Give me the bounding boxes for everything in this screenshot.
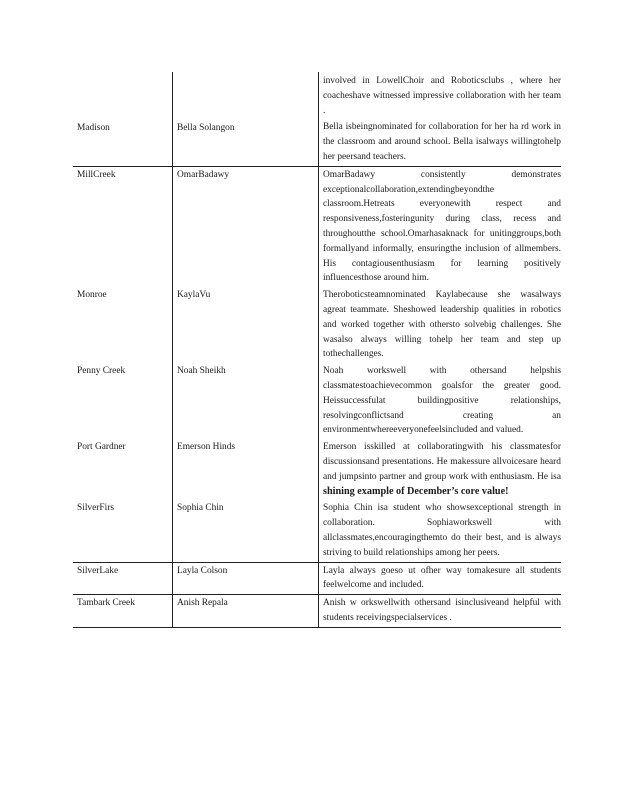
school-cell: MillCreek bbox=[73, 166, 173, 287]
description-cell: Bella isbeingnominated for collaboration for her ha rd work in the classroom and around school. Bella isalways willingtohelp her peersand teachers. bbox=[323, 122, 561, 162]
nominees-table bbox=[73, 72, 561, 628]
school-cell: Port Gardner bbox=[77, 442, 126, 453]
description-cell: Theroboticsteamnominated Kaylabecause she wasalways agreat teammate. Sheshowed leadership qualities in robotics and worked together with othersto solvebig challenges. She wasalso always willing tohelp her team and step up tothechallenges. bbox=[323, 290, 561, 360]
description-cell: Anish w orkswellwith othersand isinclusiveand helpful with students receivingspecialservices . bbox=[319, 595, 562, 628]
table-row bbox=[73, 166, 561, 287]
table-row bbox=[73, 562, 561, 595]
student-name-cell: Noah Sheikh bbox=[173, 363, 319, 439]
table-row bbox=[73, 119, 561, 166]
table-row bbox=[73, 72, 561, 119]
description-cell: OmarBadawy consistently demonstrates exceptionalcollaboration,extendingbeyondthe classroom.Hetreats everyonewith respect and responsiveness,fosteringunity during class, recess and throughoutthe school.Omarhasaknack for unitinggroups,both formallyand informally, ensuringthe inclusion of allmembers. His contagiousenthusiasm for learning positively influencesthose around him. bbox=[319, 166, 562, 287]
student-name-cell: KaylaVu bbox=[173, 287, 319, 363]
description-cell: Layla always goeso ut ofher way tomakesure all students feelwelcome and included. bbox=[319, 562, 562, 595]
description-cell bbox=[319, 439, 562, 500]
school-cell: Tambark Creek bbox=[73, 595, 173, 628]
description-cell: Sophia Chin isa student who showsexceptional strength in collaboration. Sophiaworkswell with allclassmates,encouragingthemto do their best, and is always striving to build relationships among her peers. bbox=[323, 503, 561, 558]
student-name-cell: Sophia Chin bbox=[173, 500, 319, 562]
student-name-cell: Bella Solangon bbox=[173, 119, 319, 166]
description-bold-text: shining example of December’s core value! bbox=[323, 485, 509, 497]
table-row bbox=[73, 363, 561, 439]
school-cell: SilverFirs bbox=[77, 503, 114, 514]
table-row bbox=[73, 595, 561, 628]
description-cell: involved in LowellChoir and Roboticsclubs , where her coacheshave witnessed impressive collaboration with her team . bbox=[323, 76, 561, 116]
student-name-cell bbox=[173, 72, 319, 119]
student-name-cell: OmarBadawy bbox=[173, 166, 319, 287]
school-cell: Madison bbox=[77, 123, 110, 134]
description-text: Emerson isskilled at collaboratingwith his classmatesfor discussionsand presentations. He makessure allvoicesare heard and jumpsinto partner and group work with enthusiasm. He isa bbox=[323, 442, 561, 482]
table-row bbox=[73, 500, 561, 562]
school-cell: Penny Creek bbox=[77, 366, 126, 377]
school-cell: SilverLake bbox=[73, 562, 173, 595]
table-row bbox=[73, 287, 561, 363]
table-row bbox=[73, 439, 561, 500]
student-name-cell: Emerson Hinds bbox=[173, 439, 319, 500]
student-name-cell: Layla Colson bbox=[173, 562, 319, 595]
description-cell: Noah workswell with othersand helpshis classmatestoachievecommon goalsfor the greater good. Heissuccessfulat buildingpositive relationships, resolvingconflictsand creating an environmentwhereeveryonefeelsincluded and valued. bbox=[323, 366, 561, 436]
school-cell: Monroe bbox=[77, 290, 107, 301]
school-cell bbox=[73, 72, 173, 119]
student-name-cell: Anish Repala bbox=[173, 595, 319, 628]
